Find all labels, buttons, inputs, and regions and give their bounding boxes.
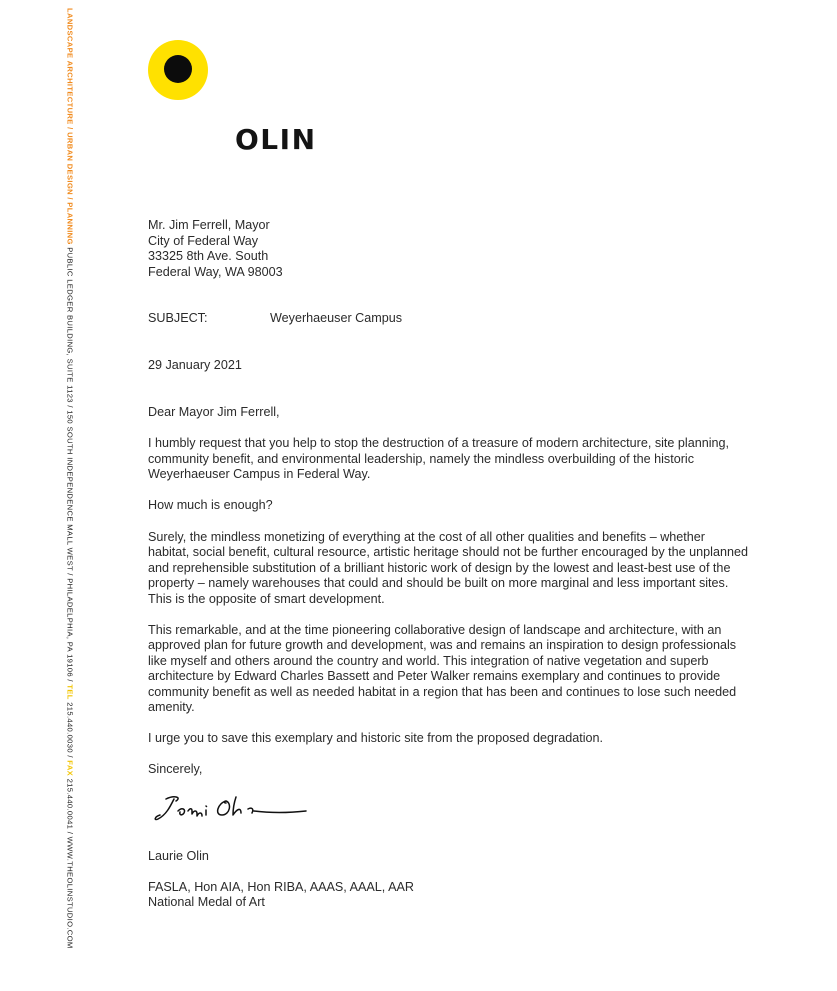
paragraph-3: Surely, the mindless monetizing of everything at the cost of all other qualities and benefits – whether habitat, social benefit, cultural resource, artistic heritage should not be further encouraged by the unplanned and reprehensible substitution of a brilliant historic work of design by the lowest and least-best use of the property – namely warehouses that could and should be built on more marginal and less important sites. This is the opposite of smart development. <box>148 529 748 606</box>
signer-name: Laurie Olin <box>148 849 209 864</box>
recipient-name: Mr. Jim Ferrell, Mayor <box>148 218 270 232</box>
olin-logo-icon <box>148 40 208 100</box>
paragraph-1: I humbly request that you help to stop the destruction of a treasure of modern architecture, site planning, community benefit, and environmental leadership, namely the mindless overbuilding of the historic Weyerhaeuser Campus in Federal Way. <box>148 436 730 482</box>
letter-body <box>148 218 748 911</box>
paragraph-2: How much is enough? <box>148 497 273 512</box>
signer-award: National Medal of Art <box>148 895 265 910</box>
olin-wordmark: OLIN <box>235 123 317 156</box>
tel-label: TEL <box>65 684 75 700</box>
recipient-address <box>148 218 748 280</box>
letterhead-sidebar <box>66 8 74 949</box>
fax-and-website: 215.440.0041 / WWW.THEOLINSTUDIO.COM <box>65 778 75 949</box>
paragraph-4: This remarkable, and at the time pioneering collaborative design of landscape and architecture, with an approved plan for future growth and development, was and remains an inspiration to design professionals like myself and others around the country and world. This integration of native vegetation and superb architecture by Edward Charles Bassett and Peter Walker remains exemplary and continues to provide community benefit as well as needed habitat in a region that has been and continues to lose such needed amenity. <box>148 622 737 715</box>
letter-date: 29 January 2021 <box>148 357 242 372</box>
practice-areas: LANDSCAPE ARCHITECTURE / URBAN DESIGN / PLANNING <box>65 8 75 245</box>
logo-eye <box>164 55 192 83</box>
paragraph-5: I urge you to save this exemplary and historic site from the proposed degradation. <box>148 731 604 746</box>
recipient-org: City of Federal Way <box>148 233 259 248</box>
subject-line <box>148 311 748 327</box>
subject-value: Weyerhaeuser Campus <box>270 311 403 326</box>
tel-number: 215.440.0030 / <box>65 702 75 758</box>
recipient-street: 33325 8th Ave. South <box>148 249 269 264</box>
subject-label: SUBJECT: <box>148 311 208 326</box>
signer-credentials: FASLA, Hon AIA, Hon RIBA, AAAS, AAAL, AAR <box>148 879 415 894</box>
office-address: PUBLIC LEDGER BUILDING, SUITE 1123 / 150 SOUTH INDEPENDENCE MALL WEST / PHILADELPHIA, PA 19106 / <box>65 247 75 682</box>
salutation: Dear Mayor Jim Ferrell, <box>148 404 280 419</box>
signature-icon <box>152 791 312 825</box>
closing: Sincerely, <box>148 761 203 776</box>
fax-label: FAX <box>65 760 75 777</box>
recipient-city: Federal Way, WA 98003 <box>148 264 283 279</box>
